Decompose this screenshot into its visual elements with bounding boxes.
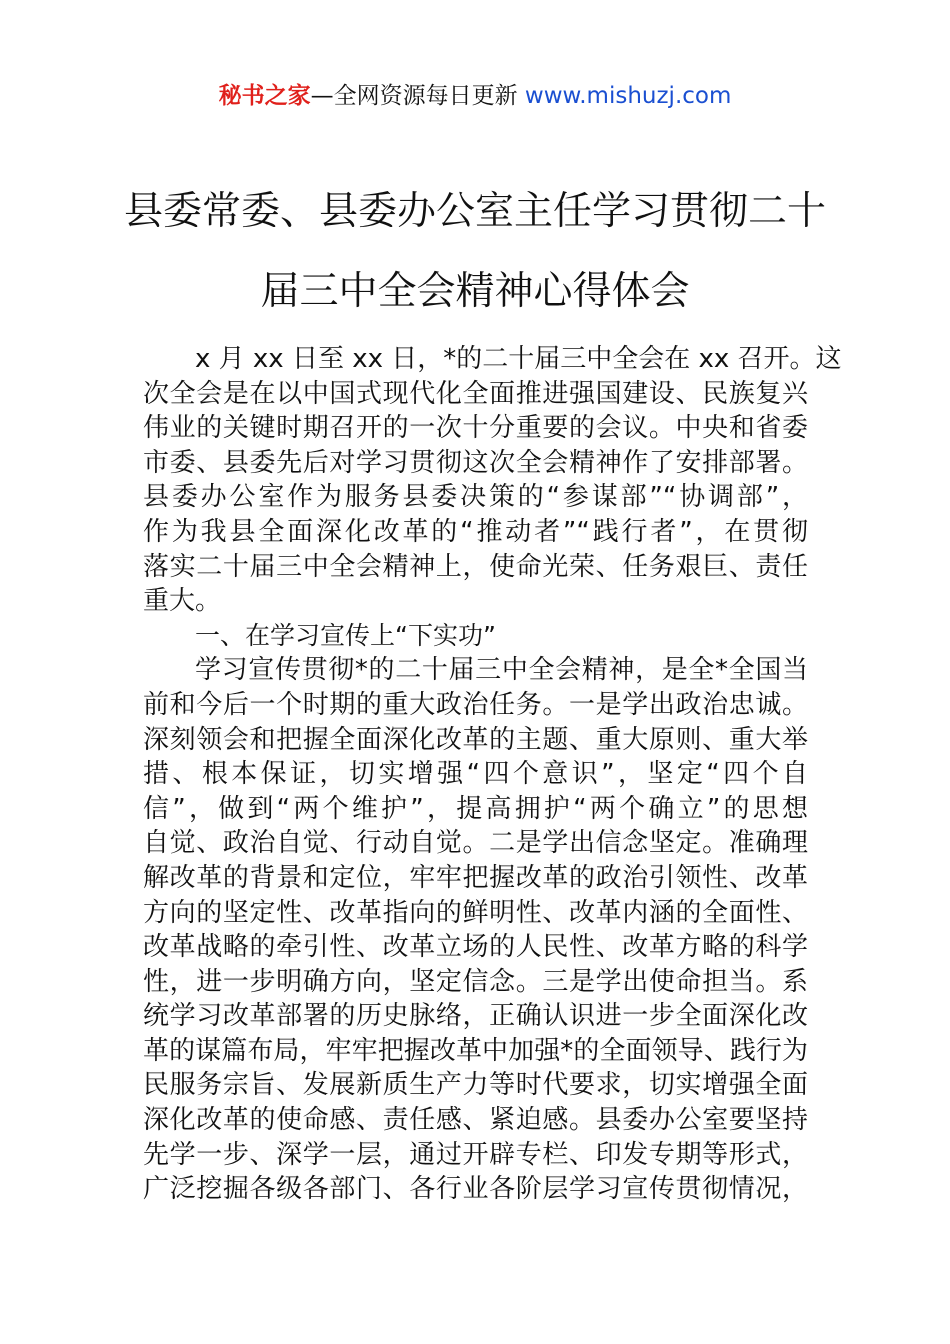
text-line: 方向的坚定性、改革指向的鲜明性、改革内涵的全面性、 bbox=[143, 897, 808, 928]
document-title bbox=[100, 172, 850, 332]
text-line: 统学习改革部署的历史脉络，正确认识进一步全面深化改 bbox=[143, 1001, 808, 1032]
text-line: 先学一步、深学一层，通过开辟专栏、印发专期等形式， bbox=[143, 1139, 808, 1170]
text-line: 信”，做到“两个维护”，提高拥护“两个确立”的思想 bbox=[143, 793, 808, 824]
site-url-link[interactable]: www.mishuzj.com bbox=[524, 83, 732, 109]
paragraph-study bbox=[143, 653, 808, 1207]
text-line: 落实二十届三中全会精神上，使命光荣、任务艰巨、责任 bbox=[143, 551, 808, 582]
text-line: 作为我县全面深化改革的“推动者”“践行者”，在贯彻 bbox=[143, 516, 808, 547]
title-line-1: 县委常委、县委办公室主任学习贯彻二十 bbox=[123, 189, 826, 234]
text-line: 前和今后一个时期的重大政治任务。一是学出政治忠诚。 bbox=[143, 689, 808, 720]
text-line: x 月 xx 日至 xx 日，*的二十届三中全会在 xx 召开。这 bbox=[195, 344, 842, 374]
text-line: 改革战略的牵引性、改革立场的人民性、改革方略的科学 bbox=[143, 932, 808, 963]
brand-name[interactable]: 秘书之家 bbox=[218, 83, 311, 109]
text-line: 解改革的背景和定位，牢牢把握改革的政治引领性、改革 bbox=[143, 862, 808, 893]
text-line: 重大。 bbox=[143, 586, 222, 617]
text-line: 学习宣传贯彻*的二十届三中全会精神，是全*全国当 bbox=[195, 655, 808, 686]
text-line: 自觉、政治自觉、行动自觉。二是学出信念坚定。准确理 bbox=[143, 828, 808, 859]
text-line: 性，进一步明确方向，坚定信念。三是学出使命担当。系 bbox=[143, 966, 808, 997]
article-body bbox=[143, 342, 842, 1207]
text-line: 次全会是在以中国式现代化全面推进强国建设、民族复兴 bbox=[143, 378, 808, 409]
text-line: 市委、县委先后对学习贯彻这次全会精神作了安排部署。 bbox=[143, 447, 808, 478]
paragraph-intro bbox=[143, 342, 842, 619]
title-line-2: 届三中全会精神心得体会 bbox=[260, 269, 690, 314]
text-line: 深刻领会和把握全面深化改革的主题、重大原则、重大举 bbox=[143, 724, 808, 755]
header-slogan: —全网资源每日更新 bbox=[310, 83, 525, 109]
section-heading-1: 一、在学习宣传上“下实功” bbox=[195, 620, 496, 650]
text-line: 县委办公室作为服务县委决策的“参谋部”“协调部”， bbox=[143, 482, 808, 513]
text-line: 措、根本保证，切实增强“四个意识”，坚定“四个自 bbox=[143, 759, 808, 790]
text-line: 深化改革的使命感、责任感、紧迫感。县委办公室要坚持 bbox=[143, 1105, 808, 1136]
text-line: 广泛挖掘各级各部门、各行业各阶层学习宣传贯彻情况， bbox=[143, 1174, 808, 1205]
site-header bbox=[0, 80, 950, 112]
text-line: 革的谋篇布局，牢牢把握改革中加强*的全面领导、践行为 bbox=[143, 1035, 808, 1066]
text-line: 民服务宗旨、发展新质生产力等时代要求，切实增强全面 bbox=[143, 1070, 808, 1101]
text-line: 伟业的关键时期召开的一次十分重要的会议。中央和省委 bbox=[143, 413, 808, 444]
